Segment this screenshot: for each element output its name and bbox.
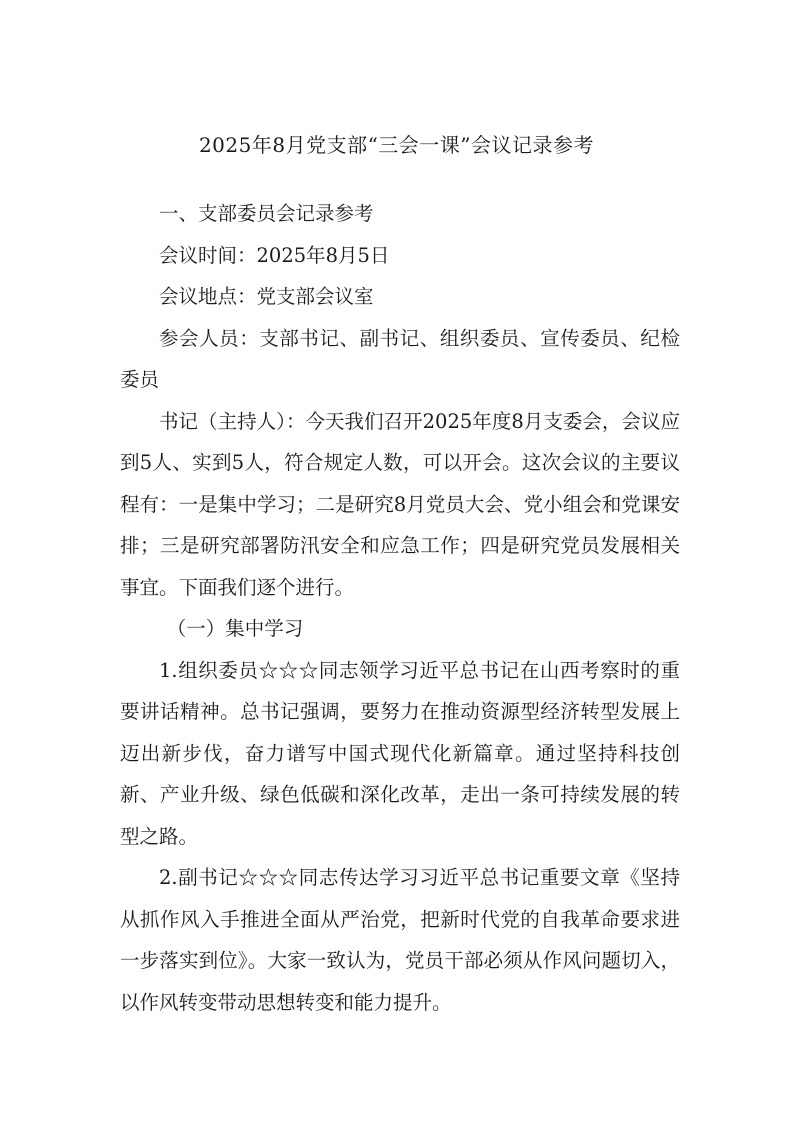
attendees: 参会人员：支部书记、副书记、组织委员、宣传委员、纪检委员 (120, 326, 680, 391)
meeting-time: 会议时间：2025年8月5日 (159, 243, 390, 267)
meeting-location: 会议地点：党支部会议室 (159, 285, 374, 308)
subsection-heading: （一）集中学习 (166, 617, 304, 640)
document-body (120, 193, 680, 1023)
study-item-1: 1.组织委员☆☆☆同志领学习近平总书记在山西考察时的重要讲话精神。总书记强调，要努力在推动资源型经济转型发展上迈出新步伐，奋力谱写中国式现代化新篇章。通过坚持科技创新、产业升级、绿色低碳和深化改革，走出一条可持续发展的转型之路。 (120, 658, 680, 848)
document-title: 2025年8月党支部“三会一课”会议记录参考 (198, 133, 595, 157)
study-item-2: 2.副书记☆☆☆同志传达学习习近平总书记重要文章《坚持从抓作风入手推进全面从严治党，把新时代党的自我革命要求进一步落实到位》。大家一致认为，党员干部必须从作风问题切入，以作风转变带动思想转变和能力提升。 (120, 866, 680, 1014)
host-remarks: 书记（主持人）：今天我们召开2025年度8月支委会，会议应到5人、实到5人，符合规定人数，可以开会。这次会议的主要议程有：一是集中学习；二是研究8月党员大会、党小组会和党课安排；三是研究部署防汛安全和应急工作；四是研究党员发展相关事宜。下面我们逐个进行。 (120, 409, 680, 599)
section-heading: 一、支部委员会记录参考 (159, 202, 374, 225)
